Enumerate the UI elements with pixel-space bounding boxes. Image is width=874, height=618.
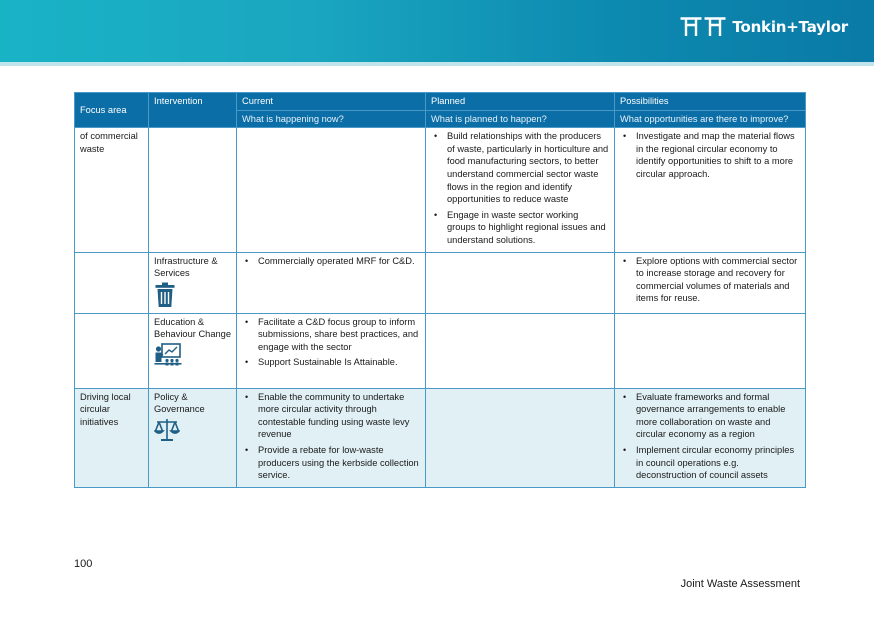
focus-area-cell <box>75 313 149 388</box>
header-intervention: Intervention <box>149 93 237 128</box>
list-item: • Provide a rebate for low-waste producers using the kerbside collection service. <box>242 444 420 482</box>
current-cell <box>237 252 426 313</box>
list-item: • Enable the community to undertake more circular activity through contestable funding using waste levy revenue <box>242 391 420 441</box>
current-cell <box>237 313 426 388</box>
header-focus-area: Focus area <box>75 93 149 128</box>
list-item: • Implement circular economy principles in council operations e.g. deconstruction of council assets <box>620 444 800 482</box>
list-item: • Engage in waste sector working groups to highlight regional issues and understand solutions. <box>431 209 609 247</box>
current-cell <box>237 388 426 487</box>
intervention-cell <box>149 252 237 313</box>
table-row <box>75 313 806 388</box>
list-item: • Commercially operated MRF for C&D. <box>242 255 420 268</box>
intervention-cell <box>149 388 237 487</box>
list-item: • Evaluate frameworks and formal governance arrangements to enable more collaboration on waste and circular economy as a region <box>620 391 800 441</box>
subheader-current: What is happening now? <box>237 110 426 128</box>
focus-area-cell: Driving local circular initiatives <box>75 388 149 487</box>
subheader-planned: What is planned to happen? <box>426 110 615 128</box>
possibilities-cell <box>615 313 806 388</box>
document-title: Joint Waste Assessment <box>680 578 800 590</box>
header-band <box>0 0 874 62</box>
presentation-icon <box>154 343 182 367</box>
focus-area-cell <box>75 252 149 313</box>
possibilities-cell <box>615 388 806 487</box>
subheader-possibilities: What opportunities are there to improve? <box>615 110 806 128</box>
header-underline <box>0 62 874 66</box>
list-item: • Facilitate a C&D focus group to inform submissions, share best practices, and engage with the sector <box>242 316 420 354</box>
intervention-label: Infrastructure & Services <box>154 255 218 279</box>
current-cell <box>237 128 426 252</box>
table-header-row <box>75 93 806 111</box>
planned-cell <box>426 388 615 487</box>
list-item: • Explore options with commercial sector to increase storage and recovery for commercial volumes of materials and items for reuse. <box>620 255 800 305</box>
intervention-label: Education & Behaviour Change <box>154 316 232 340</box>
list-item: • Build relationships with the producers of waste, particularly in horticulture and food manufacturing sectors, to better understand commercial sector waste flows in the region and identify opportunities to reduce waste <box>431 130 609 206</box>
intervention-cell <box>149 128 237 252</box>
planned-cell <box>426 128 615 252</box>
planned-cell <box>426 252 615 313</box>
brand-logo <box>679 15 848 39</box>
table-row <box>75 252 806 313</box>
possibilities-cell <box>615 128 806 252</box>
header-planned: Planned <box>426 93 615 111</box>
page-number: 100 <box>74 558 93 570</box>
planned-cell <box>426 313 615 388</box>
brand-name: Tonkin+Taylor <box>732 18 848 36</box>
list-item: • Investigate and map the material flows in the regional circular economy to identify opportunities to shift to a more circular approach. <box>620 130 800 180</box>
header-possibilities: Possibilities <box>615 93 806 111</box>
possibilities-cell <box>615 252 806 313</box>
header-current: Current <box>237 93 426 111</box>
list-item: • Support Sustainable Is Attainable. <box>242 356 420 369</box>
table-row <box>75 128 806 252</box>
intervention-cell <box>149 313 237 388</box>
table-row <box>75 388 806 487</box>
trash-bin-icon <box>154 282 176 308</box>
intervention-table <box>74 92 806 488</box>
focus-area-cell: of commercial waste <box>75 128 149 252</box>
scales-icon <box>154 418 180 442</box>
intervention-label: Policy & Governance <box>154 391 205 415</box>
tonkin-taylor-logo-mark-icon <box>679 16 727 38</box>
